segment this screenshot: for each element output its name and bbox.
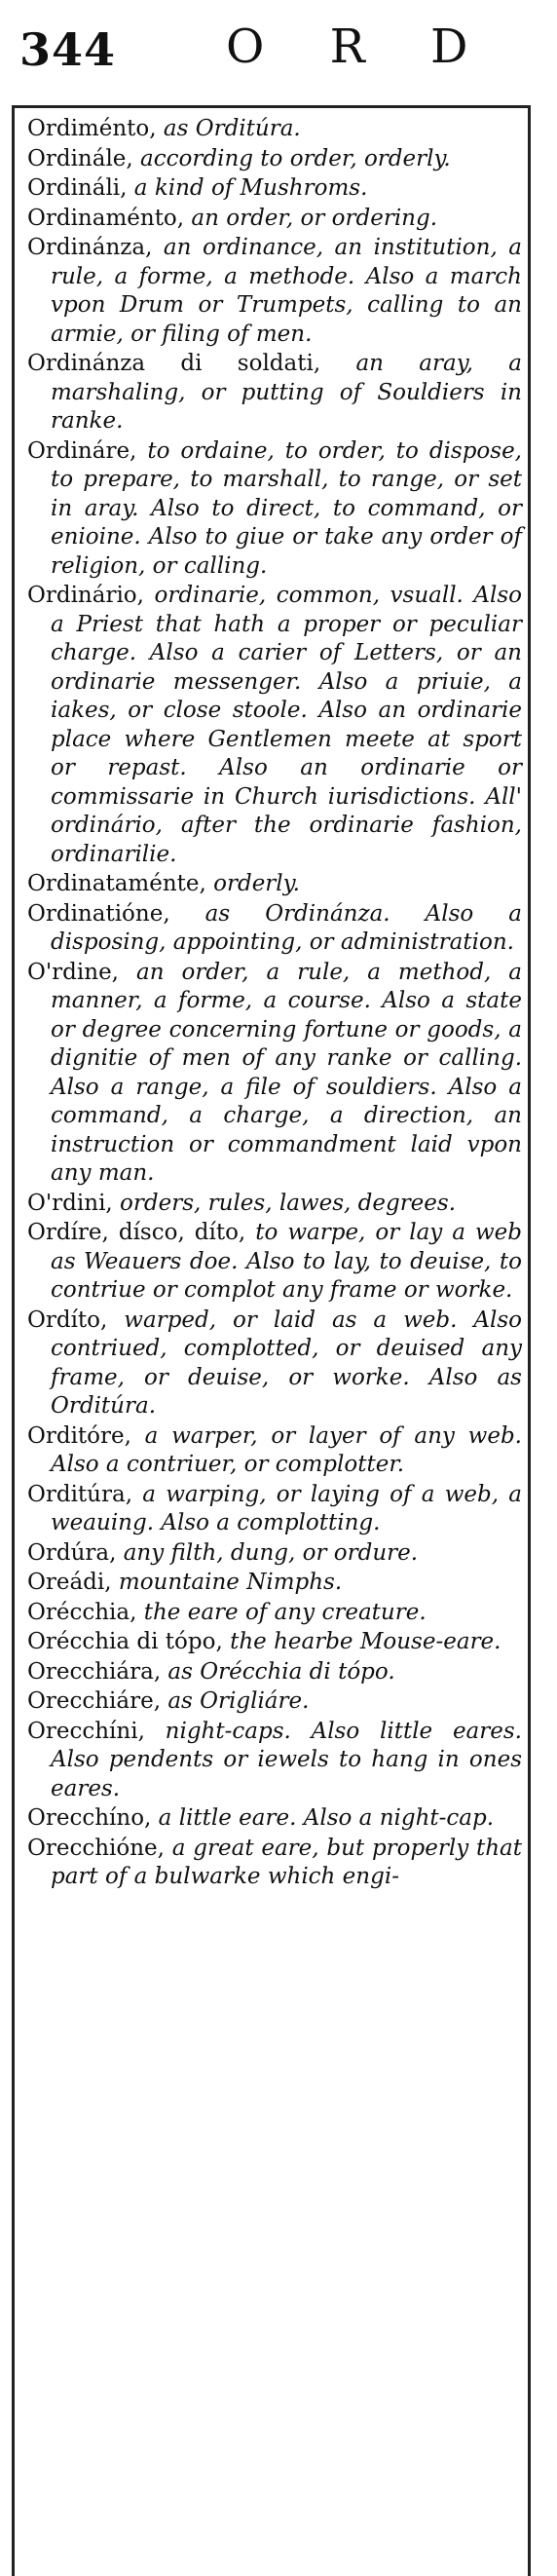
entry-headword: Ordinataménte, (27, 871, 206, 896)
entry-headword: Ordinário, (27, 583, 144, 608)
entry-headword: Ordináre, (27, 437, 137, 464)
entry-definition: the eare of any creature. (136, 1599, 427, 1625)
dictionary-entry (27, 1718, 522, 1804)
entry-headword: Orecchíni, (27, 1718, 145, 1744)
dictionary-entry (27, 437, 522, 582)
entry-definition: orderly. (205, 871, 300, 896)
dictionary-entry (27, 1569, 522, 1598)
page-header (0, 0, 557, 97)
entry-headword: Ordinatióne, (27, 900, 170, 927)
dictionary-entry (27, 350, 522, 436)
dictionary-entry (27, 1539, 522, 1569)
entry-headword: O'rdine, (27, 959, 119, 985)
dictionary-entry (27, 870, 522, 899)
entry-headword: Orecchiáre, (27, 1688, 162, 1714)
entry-definition: ordinarie, common, vsuall. Also a Priest that hath a proper or peculiar charge. Also a carier of Letters, or an ordinarie messenger. Also a priuie, a iakes, or close stoole. Also an ordinarie place where Gentlemen meete at sport or repast. Also an ordinarie or commissarie in Church iurisdictions. All' ordinário, after the ordinarie fashion, ordinarilie. (51, 583, 522, 867)
entry-definition: night-caps. Also little eares. Also pendents or iewels to hang in ones eares. (51, 1718, 522, 1801)
dictionary-column (27, 115, 522, 1893)
entry-headword: Orécchia di tópo, (27, 1629, 223, 1654)
entry-definition: to warpe, or lay a web as Weauers doe. Also to lay, to deuise, to contriue or complot any frame or worke. (51, 1220, 522, 1303)
dictionary-entry (27, 1804, 522, 1834)
left-column-rule (12, 107, 15, 2576)
dictionary-entry (27, 1422, 522, 1480)
dictionary-entry (27, 1835, 522, 1892)
entry-headword: O'rdini, (27, 1190, 113, 1216)
entry-definition: the hearbe Mouse-eare. (222, 1629, 501, 1654)
dictionary-entry (27, 1219, 522, 1306)
entry-headword: Ordíto, (27, 1307, 108, 1333)
entry-definition: an order, or ordering. (184, 205, 438, 231)
entry-definition: a kind of Mushroms. (127, 175, 368, 201)
entry-definition: as Ordinánza. Also a disposing, appointing, or administration. (51, 900, 522, 955)
entry-definition: orders, rules, lawes, degrees. (112, 1190, 457, 1216)
entry-definition: to ordaine, to order, to dispose, to prepare, to marshall, to range, or set in aray. Also to direct, to command, or enioine. Also to giue or take any order of religion, or calling. (51, 437, 522, 579)
dictionary-entry (27, 1190, 522, 1219)
page-number: 344 (19, 23, 117, 76)
dictionary-entry (27, 1307, 522, 1421)
entry-definition: a warping, or laying of a web, a weauing. Also a complotting. (51, 1481, 522, 1535)
right-column-rule (528, 107, 531, 2576)
entry-definition: a warper, or layer of any web. Also a contriuer, or complotter. (51, 1422, 522, 1477)
entry-headword: Orécchia, (27, 1599, 137, 1625)
dictionary-entry (27, 1599, 522, 1628)
entry-headword: Orditúra, (27, 1481, 133, 1507)
entry-definition: as Orditúra. (156, 116, 301, 141)
entry-headword: Orecchióne, (27, 1835, 165, 1861)
entry-definition: warped, or laid as a web. Also contriued, complotted, or deuised any frame, or deuise, or worke. Also as Orditúra. (51, 1307, 522, 1419)
entry-definition: a great eare, but properly that part of a bulwarke which engi- (51, 1835, 522, 1889)
entry-headword: Ordinaménto, (27, 205, 185, 231)
dictionary-entry (27, 1658, 522, 1687)
entry-headword: Ordinánza di soldati, (27, 351, 321, 376)
entry-definition: an ordinance, an institution, a rule, a forme, a methode. Also a march vpon Drum or Trumpets, calling to an armie, or filing of men. (51, 235, 522, 347)
entry-headword: Oreádi, (27, 1570, 112, 1595)
entry-headword: Orecchíno, (27, 1805, 152, 1831)
entry-headword: Ordiménto, (27, 116, 157, 141)
running-head: O R D (226, 19, 494, 74)
dictionary-entry (27, 174, 522, 204)
entry-definition: according to order, orderly. (132, 145, 451, 171)
entry-headword: Orditóre, (27, 1422, 131, 1449)
top-rule (12, 105, 531, 108)
dictionary-entry (27, 959, 522, 1189)
entry-headword: Ordináli, (27, 175, 128, 201)
entry-definition: mountaine Nimphs. (111, 1570, 343, 1595)
entry-definition: a little eare. Also a night-cap. (151, 1805, 495, 1831)
dictionary-entry (27, 115, 522, 144)
entry-definition: as Origliáre. (161, 1688, 310, 1714)
dictionary-entry (27, 1687, 522, 1717)
entry-definition: an aray, a marshaling, or putting of Souldiers in ranke. (51, 351, 522, 434)
dictionary-entry (27, 145, 522, 174)
dictionary-entry (27, 205, 522, 234)
entry-headword: Ordinánza, (27, 235, 153, 260)
entry-definition: any filth, dung, or ordure. (116, 1539, 419, 1566)
dictionary-entry (27, 234, 522, 349)
entry-headword: Orecchiára, (27, 1658, 162, 1685)
dictionary-entry (27, 1628, 522, 1657)
dictionary-entry (27, 582, 522, 869)
entry-definition: an order, a rule, a method, a manner, a forme, a course. Also a state or degree concerning fortune or goods, a dignitie of men of any ranke or calling. Also a range, a file of souldiers. Also a command, a charge, a direction, an instruction or commandment laid vpon any man. (51, 959, 522, 1186)
dictionary-entry (27, 900, 522, 958)
entry-definition: as Orécchia di tópo. (161, 1658, 395, 1685)
entry-headword: Ordinále, (27, 145, 133, 171)
dictionary-entry (27, 1481, 522, 1538)
entry-headword: Ordíre, dísco, díto, (27, 1220, 246, 1245)
entry-headword: Ordúra, (27, 1539, 117, 1566)
